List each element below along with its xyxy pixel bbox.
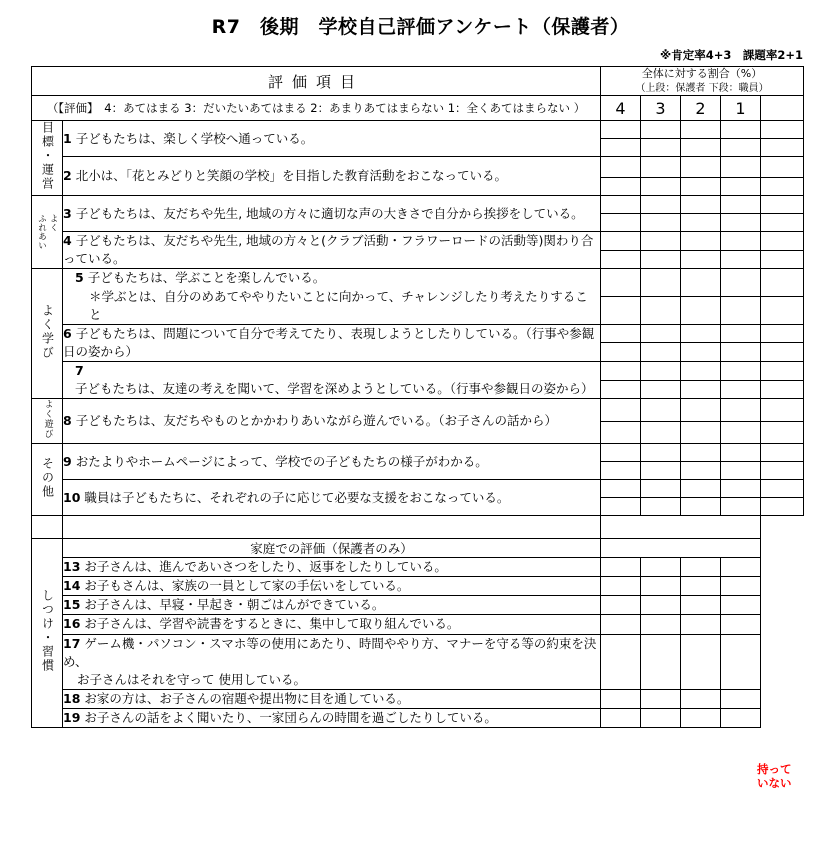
ratio-header-sub: （上段：保護者 下段：職員） [635,82,769,94]
rating-legend: （【評価】 4：あてはまる 3：だいたいあてはまる 2：あまりあてはまらない 1：全くあてはまらない ） [32,96,601,121]
answer-cell-q9-staff-extra[interactable] [761,462,804,480]
red-annotation-line-2: いない [757,776,792,791]
question-body-16: お子さんは、学習や読書をするときに、集中して取り組んでいる。 [84,616,460,632]
question-body-8: 子どもたちは、友だちやものとかかわりあいながら遊んでいる。（お子さんの話から） [75,413,557,429]
question-number-2: 2 [63,168,72,184]
answer-cell-q18-4[interactable] [601,689,641,708]
answer-cell-q6-parent-4[interactable] [601,324,641,343]
answer-cell-q8-staff-3[interactable] [641,421,681,443]
question-number-14: 14 [63,578,81,594]
answer-cell-q4-parent-extra[interactable] [761,232,804,251]
table-row [32,121,804,139]
scale-header-3: 3 [641,96,681,121]
question-number-3: 3 [63,205,72,221]
question-body-18: お家の方は、お子さんの宿題や提出物に目を通している。 [84,690,410,706]
question-text-16 [63,615,601,634]
answer-cell-q10-parent-extra[interactable] [761,480,804,498]
answer-cell-q4-parent-3[interactable] [641,232,681,251]
answer-cell-q9-staff-4[interactable] [601,462,641,480]
question-number-19: 19 [63,710,81,726]
answer-cell-q7-staff-1[interactable] [721,380,761,399]
answer-cell-q2-staff-3[interactable] [641,178,681,196]
question-text-10 [63,480,601,516]
answer-cell-q1-parent-2[interactable] [681,121,721,139]
answer-cell-q5-parent-2[interactable] [681,269,721,297]
answer-cell-q4-staff-2[interactable] [681,250,721,269]
answer-cell-q19-4[interactable] [601,709,641,728]
table-row [32,324,804,343]
table-row [32,157,804,178]
answer-cell-q9-staff-1[interactable] [721,462,761,480]
answer-cell-q13-extra [761,558,804,577]
answer-cell-q4-parent-1[interactable] [721,232,761,251]
answer-cell-q16-4[interactable] [601,615,641,634]
answer-cell-q8-staff-1[interactable] [721,421,761,443]
answer-cell-q10-staff-4[interactable] [601,498,641,516]
answer-cell-q17-1[interactable] [721,634,761,689]
category-sonota: その他 [32,444,63,516]
spacer-item [63,516,601,539]
question-number-8: 8 [63,413,72,429]
answer-cell-q5-parent-4[interactable] [601,269,641,297]
answer-cell-q3-parent-1[interactable] [721,196,761,214]
question-number-7: 7 [75,363,84,379]
answer-cell-q10-staff-extra[interactable] [761,498,804,516]
answer-cell-q4-staff-1[interactable] [721,250,761,269]
scale-header-4: 4 [601,96,641,121]
question-text-9 [63,444,601,480]
question-body-10: 職員は子どもたちに、それぞれの子に応じて必要な支援をおこなっている。 [84,489,510,505]
spacer-cat [32,516,63,539]
answer-cell-q7-parent-2[interactable] [681,362,721,381]
answer-cell-q10-staff-1[interactable] [721,498,761,516]
answer-cell-q5-parent-3[interactable] [641,269,681,297]
red-annotation-not-owned [757,762,792,791]
answer-cell-q9-parent-3[interactable] [641,444,681,462]
answer-cell-q18-3[interactable] [641,689,681,708]
category-shitsuke: しつけ・習慣 [32,539,63,728]
answer-cell-q10-parent-4[interactable] [601,480,641,498]
answer-cell-q3-parent-extra[interactable] [761,196,804,214]
home-section-heading: 家庭での評価（保護者のみ） [63,539,601,558]
answer-cell-q1-staff-2[interactable] [681,139,721,157]
category-manabi: よく学び [32,269,63,399]
evaluation-items-header: 評価項目 [32,67,601,96]
category-asobi: よく遊び [32,399,63,444]
answer-cell-q4-staff-extra[interactable] [761,250,804,269]
answer-cell-q7-staff-4[interactable] [601,380,641,399]
question-text-4 [63,232,601,269]
answer-cell-q13-2[interactable] [681,558,721,577]
question-body-14: お子もさんは、家族の一員として家の手伝いをしている。 [84,578,410,594]
answer-cell-q17-3[interactable] [641,634,681,689]
question-text-18 [63,689,601,708]
answer-cell-q8-parent-2[interactable] [681,399,721,421]
category-goal-management: 目標・運営 [32,121,63,196]
answer-cell-q19-1[interactable] [721,709,761,728]
answer-cell-q16-2[interactable] [681,615,721,634]
answer-cell-q6-parent-extra[interactable] [761,324,804,343]
answer-cell-q8-parent-extra[interactable] [761,399,804,421]
answer-cell-q2-parent-4[interactable] [601,157,641,178]
answer-cell-q2-staff-4[interactable] [601,178,641,196]
answer-cell-q14-2[interactable] [681,577,721,596]
question-number-9: 9 [63,453,72,469]
answer-cell-q2-staff-1[interactable] [721,178,761,196]
answer-cell-q8-staff-extra[interactable] [761,421,804,443]
answer-cell-q9-parent-4[interactable] [601,444,641,462]
answer-cell-q1-staff-4[interactable] [601,139,641,157]
answer-cell-q14-3[interactable] [641,577,681,596]
answer-cell-q6-parent-2[interactable] [681,324,721,343]
answer-cell-q5-staff-3[interactable] [641,297,681,325]
question-body-15: お子さんは、早寝・早起き・朝ごはんができている。 [84,597,385,613]
table-row [32,269,804,297]
answer-cell-q15-1[interactable] [721,596,761,615]
table-row [32,480,804,498]
answer-cell-q5-staff-4[interactable] [601,297,641,325]
answer-cell-q7-staff-2[interactable] [681,380,721,399]
category-fureai-main: ふれあい [36,214,47,251]
answer-cell-q14-1[interactable] [721,577,761,596]
table-row [32,232,804,251]
answer-cell-q18-2[interactable] [681,689,721,708]
answer-cell-q15-3[interactable] [641,596,681,615]
answer-cell-q4-staff-4[interactable] [601,250,641,269]
question-text-13 [63,558,601,577]
answer-cell-q5-parent-extra[interactable] [761,269,804,297]
answer-cell-q18-1[interactable] [721,689,761,708]
answer-cell-q1-parent-extra[interactable] [761,121,804,139]
answer-cell-q5-staff-extra[interactable] [761,297,804,325]
answer-cell-q3-staff-extra[interactable] [761,214,804,232]
answer-cell-q2-parent-1[interactable] [721,157,761,178]
table-row [32,615,804,634]
ratio-header [601,67,804,96]
answer-cell-q1-staff-3[interactable] [641,139,681,157]
answer-cell-q5-staff-2[interactable] [681,297,721,325]
home-section-header-extra [761,539,804,558]
question-number-4: 4 [63,233,72,249]
table-row [32,689,804,708]
answer-cell-q7-staff-extra[interactable] [761,380,804,399]
question-text-1 [63,121,601,157]
question-text-2 [63,157,601,196]
answer-cell-q2-parent-2[interactable] [681,157,721,178]
answer-cell-q7-parent-extra[interactable] [761,362,804,381]
table-header-row-legend [32,96,804,121]
answer-cell-q7-staff-3[interactable] [641,380,681,399]
answer-cell-q2-parent-extra[interactable] [761,157,804,178]
answer-cell-q10-parent-2[interactable] [681,480,721,498]
answer-cell-q2-staff-2[interactable] [681,178,721,196]
category-fureai-ruby: よく [48,214,59,233]
question-body-4: 子どもたちは、友だちや先生, 地域の方々と(クラブ活動・フラワーロードの活動等)関わり合っている。 [63,233,594,267]
question-body-19: お子さんの話をよく聞いたり、一家団らんの時間を過ごしたりしている。 [84,710,497,726]
home-section-header-row [32,539,804,558]
question-body-13: お子さんは、進んであいさつをしたり、返事をしたりしている。 [84,559,447,575]
answer-cell-q1-staff-extra[interactable] [761,139,804,157]
answer-cell-q10-staff-3[interactable] [641,498,681,516]
question-note-17: お子さんはそれを守って 使用している。 [77,671,306,687]
answer-cell-q5-staff-1[interactable] [721,297,761,325]
table-row [32,196,804,214]
question-number-5: 5 [75,270,84,286]
answer-cell-q6-staff-3[interactable] [641,343,681,362]
answer-cell-q10-staff-2[interactable] [681,498,721,516]
answer-cell-q3-staff-2[interactable] [681,214,721,232]
question-number-16: 16 [63,616,81,632]
question-number-18: 18 [63,690,81,706]
table-row [32,558,804,577]
question-text-3 [63,196,601,232]
answer-cell-q1-parent-4[interactable] [601,121,641,139]
answer-cell-q9-parent-1[interactable] [721,444,761,462]
question-number-6: 6 [63,325,72,341]
question-body-7: 子どもたちは、友達の考えを聞いて、学習を深めようとしている。（行事や参観日の姿から） [75,381,594,397]
answer-cell-q19-3[interactable] [641,709,681,728]
red-annotation-line-1: 持って [757,762,792,776]
table-header-row-title [32,67,804,96]
question-body-9: おたよりやホームページによって、学校での子どもたちの様子がわかる。 [75,453,488,469]
question-body-6: 子どもたちは、問題について自分で考えてたり、表現しようとしたりしている。（行事や参観日の姿から） [63,325,595,359]
table-row [32,709,804,728]
answer-cell-q9-staff-2[interactable] [681,462,721,480]
answer-cell-q16-3[interactable] [641,615,681,634]
question-note-5: ＊学ぶとは、自分のめあてややりたいことに向かって、チャレンジしたり考えたりすること [89,288,588,322]
table-row [32,596,804,615]
home-section-header-data [601,539,761,558]
answer-cell-q8-staff-2[interactable] [681,421,721,443]
question-number-13: 13 [63,559,81,575]
question-number-15: 15 [63,597,81,613]
answer-cell-q16-extra [761,615,804,634]
answer-cell-q2-staff-extra[interactable] [761,178,804,196]
table-row [32,577,804,596]
question-body-5: 子どもたちは、学ぶことを楽しんでいる。 [87,270,326,286]
answer-cell-q1-parent-3[interactable] [641,121,681,139]
table-row [32,362,804,381]
scale-header-extra [761,96,804,121]
answer-cell-q17-2[interactable] [681,634,721,689]
answer-cell-q6-parent-3[interactable] [641,324,681,343]
survey-table [31,66,804,728]
question-text-17 [63,634,601,689]
survey-table-container [31,66,803,728]
answer-cell-q6-staff-1[interactable] [721,343,761,362]
answer-cell-q2-parent-3[interactable] [641,157,681,178]
question-number-17: 17 [63,635,81,651]
answer-cell-q19-2[interactable] [681,709,721,728]
rate-definition-note: ※肯定率4+3 課題率2+1 [660,48,803,62]
question-text-6 [63,324,601,361]
question-text-5 [63,269,601,324]
answer-cell-q9-parent-extra[interactable] [761,444,804,462]
answer-cell-q3-parent-3[interactable] [641,196,681,214]
answer-cell-q17-extra [761,634,804,689]
answer-cell-q8-staff-4[interactable] [601,421,641,443]
answer-cell-q13-3[interactable] [641,558,681,577]
question-text-8 [63,399,601,444]
answer-cell-q3-staff-4[interactable] [601,214,641,232]
answer-cell-q8-parent-4[interactable] [601,399,641,421]
answer-cell-q8-parent-3[interactable] [641,399,681,421]
answer-cell-q13-4[interactable] [601,558,641,577]
question-body-1: 子どもたちは、楽しく学校へ通っている。 [75,130,314,146]
category-fureai [32,196,63,269]
question-text-19 [63,709,601,728]
question-number-1: 1 [63,130,72,146]
answer-cell-q4-staff-3[interactable] [641,250,681,269]
answer-cell-q9-parent-2[interactable] [681,444,721,462]
answer-cell-q9-staff-3[interactable] [641,462,681,480]
answer-cell-q4-parent-4[interactable] [601,232,641,251]
answer-cell-q10-parent-3[interactable] [641,480,681,498]
section-spacer-row [32,516,804,539]
table-row [32,444,804,462]
page-title: R7 後期 学校自己評価アンケート（保護者） [211,16,630,38]
answer-cell-q6-staff-2[interactable] [681,343,721,362]
table-row [32,634,804,689]
answer-cell-q17-4[interactable] [601,634,641,689]
answer-cell-q3-parent-2[interactable] [681,196,721,214]
spacer-extra [761,516,804,539]
answer-cell-q14-4[interactable] [601,577,641,596]
answer-cell-q15-4[interactable] [601,596,641,615]
question-text-7 [63,362,601,399]
answer-cell-q6-staff-extra[interactable] [761,343,804,362]
question-body-2: 北小は、「花とみどりと笑顔の学校」を目指した教育活動をおこなっている。 [75,168,507,184]
answer-cell-q1-parent-1[interactable] [721,121,761,139]
answer-cell-q6-staff-4[interactable] [601,343,641,362]
answer-cell-q15-extra [761,596,804,615]
scale-header-1: 1 [721,96,761,121]
answer-cell-q16-1[interactable] [721,615,761,634]
question-body-3: 子どもたちは、友だちや先生, 地域の方々に適切な声の大きさで自分から挨拶をしている。 [75,205,584,221]
answer-cell-q7-parent-4[interactable] [601,362,641,381]
answer-cell-q4-parent-2[interactable] [681,232,721,251]
answer-cell-q15-2[interactable] [681,596,721,615]
answer-cell-q6-parent-1[interactable] [721,324,761,343]
answer-cell-q3-staff-3[interactable] [641,214,681,232]
answer-cell-q13-1[interactable] [721,558,761,577]
answer-cell-q14-extra [761,577,804,596]
question-number-10: 10 [63,489,81,505]
table-row [32,399,804,421]
question-text-15 [63,596,601,615]
question-text-14 [63,577,601,596]
answer-cell-q1-staff-1[interactable] [721,139,761,157]
spacer-data [601,516,761,539]
answer-cell-q7-parent-1[interactable] [721,362,761,381]
answer-cell-q19-extra [761,709,804,728]
answer-cell-q5-parent-1[interactable] [721,269,761,297]
ratio-header-title: 全体に対する割合（%） [641,67,763,80]
answer-cell-q7-parent-3[interactable] [641,362,681,381]
answer-cell-q10-parent-1[interactable] [721,480,761,498]
question-body-17: ゲーム機・パソコン・スマホ等の使用にあたり、時間ややり方、マナーを守る等の約束を決め、 [63,635,597,669]
answer-cell-q18-extra [761,689,804,708]
answer-cell-q8-parent-1[interactable] [721,399,761,421]
scale-header-2: 2 [681,96,721,121]
answer-cell-q3-parent-4[interactable] [601,196,641,214]
answer-cell-q3-staff-1[interactable] [721,214,761,232]
